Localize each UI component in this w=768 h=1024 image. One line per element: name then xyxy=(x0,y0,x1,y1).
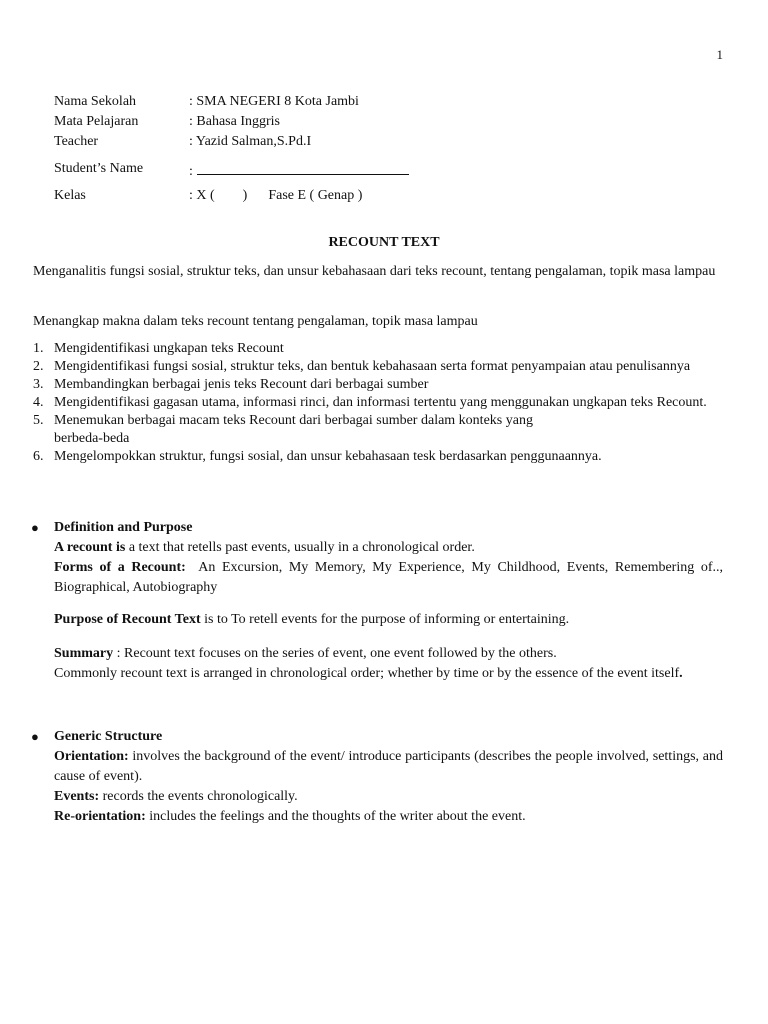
label-school: Nama Sekolah xyxy=(54,94,137,109)
summary-text-2: Commonly recount text is arranged in chronological order; whether by time or by the essence of the event itself xyxy=(54,666,680,681)
value-teacher: : Yazid Salman,S.Pd.I xyxy=(189,134,312,149)
student-name-line-wrap xyxy=(189,161,409,180)
bullet-icon: ● xyxy=(31,729,39,744)
value-subject: : Bahasa Inggris xyxy=(189,114,280,129)
indicator-list xyxy=(33,340,723,466)
events-term: Events: xyxy=(54,789,100,804)
reorientation-text: includes the feelings and the thoughts of the writer about the event. xyxy=(145,809,526,824)
bullet-icon: ● xyxy=(31,520,39,535)
reorientation-term: Re-orientation: xyxy=(54,809,146,824)
list-text: Mengidentifikasi fungsi sosial, struktur teks, dan bentuk kebahasaan serta format penyampaian atau penulisannya xyxy=(54,359,691,374)
definition-section xyxy=(54,518,727,684)
page-number: 1 xyxy=(716,47,723,62)
list-item xyxy=(33,394,723,412)
objective-2: Menangkap makna dalam teks recount tentang pengalaman, topik masa lampau xyxy=(33,314,478,329)
purpose-term: Purpose of Recount Text xyxy=(54,612,201,627)
structure-section xyxy=(54,727,723,827)
page-title: RECOUNT TEXT xyxy=(328,235,440,250)
value-student: : xyxy=(189,164,193,179)
list-text: Mengidentifikasi gagasan utama, informasi rinci, dan informasi tertentu yang menggunakan ungkapan teks Recount. xyxy=(54,395,707,410)
list-item xyxy=(33,448,723,466)
purpose-text: is to To retell events for the purpose of informing or entertaining. xyxy=(200,612,570,627)
summary-text: : Recount text focuses on the series of event, one event followed by the others. xyxy=(113,646,557,661)
list-number: 1. xyxy=(33,341,44,356)
list-number: 4. xyxy=(33,395,44,410)
list-item xyxy=(33,412,723,448)
forms-term: Forms of a Recount: xyxy=(54,560,186,575)
list-number: 6. xyxy=(33,449,44,464)
definition-heading: Definition and Purpose xyxy=(54,520,193,535)
list-item xyxy=(33,376,723,394)
list-number: 3. xyxy=(33,377,44,392)
label-subject: Mata Pelajaran xyxy=(54,114,139,129)
list-number: 2. xyxy=(33,359,44,374)
recount-definition: a text that retells past events, usually in a chronological order. xyxy=(125,540,475,555)
list-item xyxy=(33,340,723,358)
header-info xyxy=(54,94,454,214)
structure-heading: Generic Structure xyxy=(54,729,163,744)
objective-1: Menganalitis fungsi sosial, struktur teks, dan unsur kebahasaan dari teks recount, tentang pengalaman, topik masa lampau xyxy=(33,264,716,279)
label-class: Kelas xyxy=(54,188,86,203)
forms-text: An Excursion, My Memory, My Experience, My Childhood, Events, Remembering of.., Biographical, Autobiography xyxy=(54,560,727,595)
list-item xyxy=(33,358,723,376)
orientation-term: Orientation: xyxy=(54,749,129,764)
summary-term: Summary xyxy=(54,646,114,661)
label-student: Student’s Name xyxy=(54,161,144,176)
recount-term: A recount is xyxy=(54,540,126,555)
student-name-blank xyxy=(197,161,409,175)
list-text: Mengidentifikasi ungkapan teks Recount xyxy=(54,341,284,356)
summary-period: . xyxy=(679,666,683,681)
list-text-continued: berbeda-beda xyxy=(54,431,130,446)
events-text: records the events chronologically. xyxy=(99,789,298,804)
value-class: : X ( ) Fase E ( Genap ) xyxy=(189,188,363,203)
list-text: Membandingkan berbagai jenis teks Recount dari berbagai sumber xyxy=(54,377,429,392)
list-text: Mengelompokkan struktur, fungsi sosial, dan unsur kebahasaan tesk berdasarkan penggunaannya. xyxy=(54,449,602,464)
list-number: 5. xyxy=(33,413,44,428)
value-school: : SMA NEGERI 8 Kota Jambi xyxy=(189,94,359,109)
list-text: Menemukan berbagai macam teks Recount dari berbagai sumber dalam konteks yang xyxy=(54,413,533,428)
orientation-text: involves the background of the event/ introduce participants (describes the people involved, settings, and cause of event). xyxy=(54,749,723,784)
label-teacher: Teacher xyxy=(54,134,99,149)
